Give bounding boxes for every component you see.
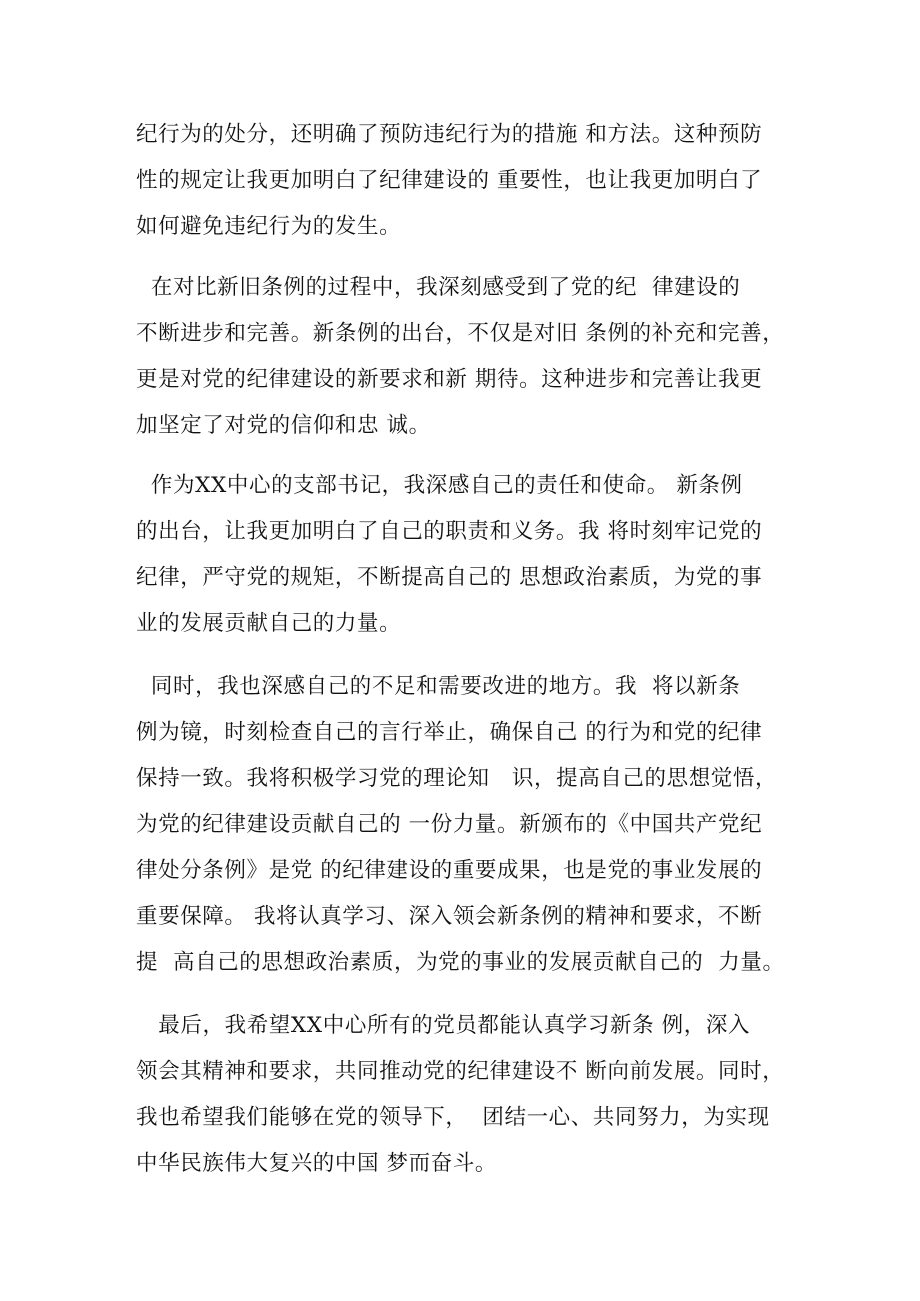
text-line: 提 高自己的思想政治素质，为党的事业的发展贡献自己的 力量。 <box>136 950 785 975</box>
paragraph <box>136 112 801 250</box>
paragraph <box>136 265 801 449</box>
document-body <box>136 112 801 1187</box>
text-line: 为党的纪律建设贡献自己的 一份力量。新颁布的《中国共产党纪 <box>136 812 763 837</box>
paragraph-spacer <box>136 986 801 1003</box>
text-line: 同时，我也深感自己的不足和需要改进的地方。我 将以新条 <box>136 674 741 699</box>
text-line: 更是对党的纪律建设的新要求和新 期待。这种进步和完善让我更 <box>136 367 763 392</box>
text-line: 领会其精神和要求，共同推动党的纪律建设不 断向前发展。同时， <box>136 1059 785 1084</box>
text-line: 纪行为的处分，还明确了预防违纪行为的措施 和方法。这种预防 <box>136 122 763 147</box>
paragraph <box>136 664 801 986</box>
text-line: 最后，我希望XX中心所有的党员都能认真学习新条 例，深入 <box>136 1013 751 1038</box>
paragraph-spacer <box>136 449 801 463</box>
paragraph <box>136 1003 801 1187</box>
text-line: 在对比新旧条例的过程中，我深刻感受到了党的纪 律建设的 <box>136 275 741 300</box>
text-line: 加坚定了对党的信仰和忠 诚。 <box>136 413 431 438</box>
text-line: 的出台，让我更加明白了自己的职责和义务。我 将时刻牢记党的 <box>136 519 763 544</box>
paragraph <box>136 463 801 647</box>
text-line: 中华民族伟大复兴的中国 梦而奋斗。 <box>136 1151 498 1176</box>
text-line: 性的规定让我更加明白了纪律建设的 重要性，也让我更加明白了 <box>136 168 763 193</box>
text-line: 纪律，严守党的规矩，不断提高自己的 思想政治素质，为党的事 <box>136 565 763 590</box>
text-line: 律处分条例》是党 的纪律建设的重要成果，也是党的事业发展的 <box>136 858 763 883</box>
text-line: 保持一致。我将积极学习党的理论知 识，提高自己的思想觉悟， <box>136 766 778 791</box>
text-line: 作为XX中心的支部书记，我深感自己的责任和使命。 新条例 <box>136 473 743 498</box>
text-line: 业的发展贡献自己的力量。 <box>136 611 402 636</box>
text-line: 不断进步和完善。新条例的出台，不仅是对旧 条例的补充和完善， <box>136 321 785 346</box>
text-line: 如何避免违纪行为的发生。 <box>136 214 402 239</box>
paragraph-spacer <box>136 250 801 265</box>
text-line: 重要保障。 我将认真学习、深入领会新条例的精神和要求，不断 <box>136 904 763 929</box>
text-line: 我也希望我们能够在党的领导下， 团结一心、共同努力，为实现 <box>136 1105 770 1130</box>
paragraph-spacer <box>136 647 801 664</box>
text-line: 例为镜，时刻检查自己的言行举止，确保自己 的行为和党的纪律 <box>136 720 763 745</box>
